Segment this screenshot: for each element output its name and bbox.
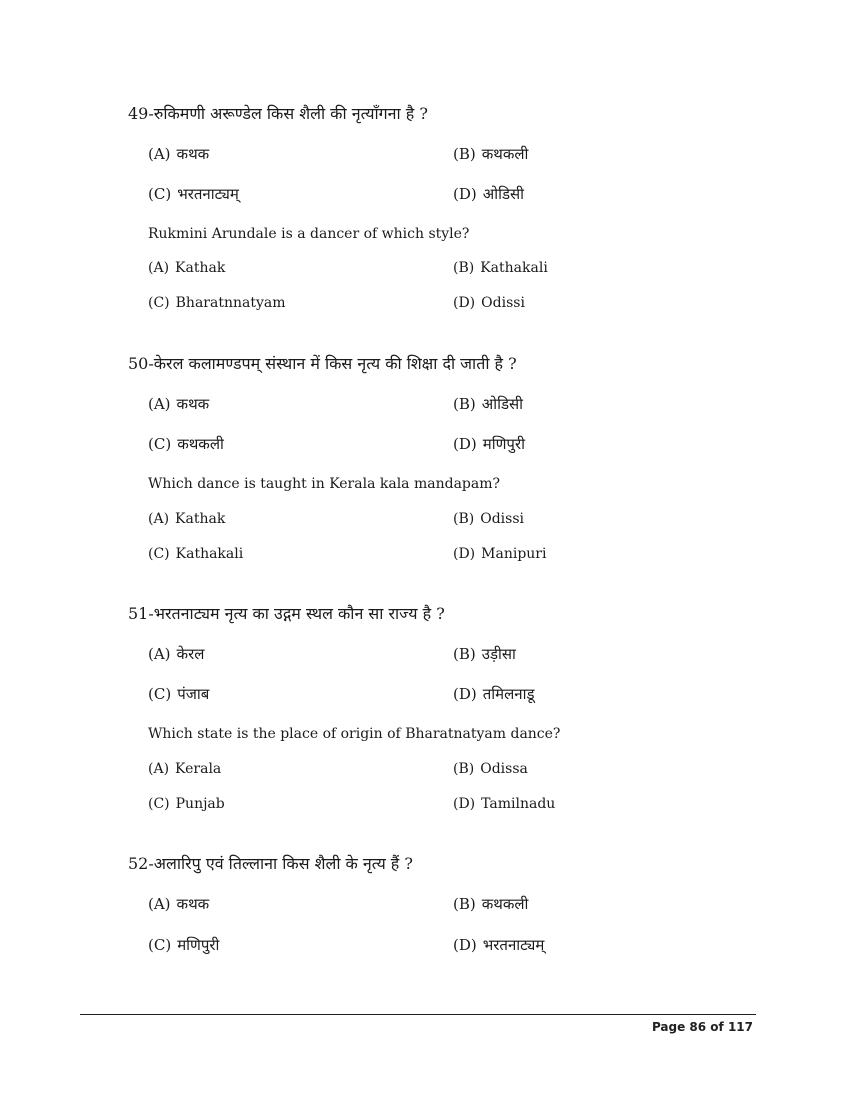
option-a-hindi: (A) कथक (148, 395, 210, 413)
question-hindi: 50-केरल कलामण्डपम् संस्थान में किस नृत्य की शिक्षा दी जाती है ? (128, 354, 517, 373)
option-c-english: (C) Bharatnnatyam (148, 295, 286, 311)
option-c-hindi: (C) मणिपुरी (148, 936, 220, 954)
option-b-english: (B) Odissi (453, 511, 524, 527)
option-d-hindi: (D) मणिपुरी (453, 435, 525, 453)
option-b-english: (B) Odissa (453, 761, 528, 777)
option-c-english: (C) Punjab (148, 796, 225, 812)
option-a-hindi: (A) केरल (148, 645, 205, 663)
option-d-english: (D) Odissi (453, 295, 525, 311)
footer-divider (80, 1014, 756, 1015)
option-c-hindi: (C) भरतनाट्यम् (148, 185, 239, 203)
option-a-english: (A) Kathak (148, 511, 226, 527)
option-d-hindi: (D) तमिलनाडू (453, 685, 535, 703)
option-a-hindi: (A) कथक (148, 895, 210, 913)
page-number: Page 86 of 117 (651, 1020, 753, 1034)
option-d-english: (D) Tamilnadu (453, 796, 556, 812)
question-english: Rukmini Arundale is a dancer of which style? (148, 226, 470, 242)
option-d-hindi: (D) भरतनाट्यम् (453, 936, 545, 954)
question-hindi: 52-अलारिपु एवं तिल्लाना किस शैली के नृत्य हैं ? (128, 854, 413, 873)
option-b-hindi: (B) कथकली (453, 145, 529, 163)
option-a-english: (A) Kerala (148, 761, 222, 777)
question-english: Which dance is taught in Kerala kala mandapam? (148, 476, 501, 492)
question-hindi: 49-रुकिमणी अरूण्डेल किस शैली की नृत्याँगना है ? (128, 104, 428, 123)
option-a-english: (A) Kathak (148, 260, 226, 276)
option-b-hindi: (B) उड़ीसा (453, 645, 516, 663)
option-c-hindi: (C) कथकली (148, 435, 224, 453)
option-b-hindi: (B) कथकली (453, 895, 529, 913)
option-b-english: (B) Kathakali (453, 260, 548, 276)
option-a-hindi: (A) कथक (148, 145, 210, 163)
option-c-hindi: (C) पंजाब (148, 685, 210, 703)
question-hindi: 51-भरतनाट्यम नृत्य का उद्गम स्थल कौन सा राज्य है ? (128, 604, 445, 623)
option-b-hindi: (B) ओडिसी (453, 395, 524, 413)
option-d-english: (D) Manipuri (453, 546, 547, 562)
question-english: Which state is the place of origin of Bharatnatyam dance? (148, 726, 561, 742)
option-c-english: (C) Kathakali (148, 546, 244, 562)
option-d-hindi: (D) ओडिसी (453, 185, 525, 203)
